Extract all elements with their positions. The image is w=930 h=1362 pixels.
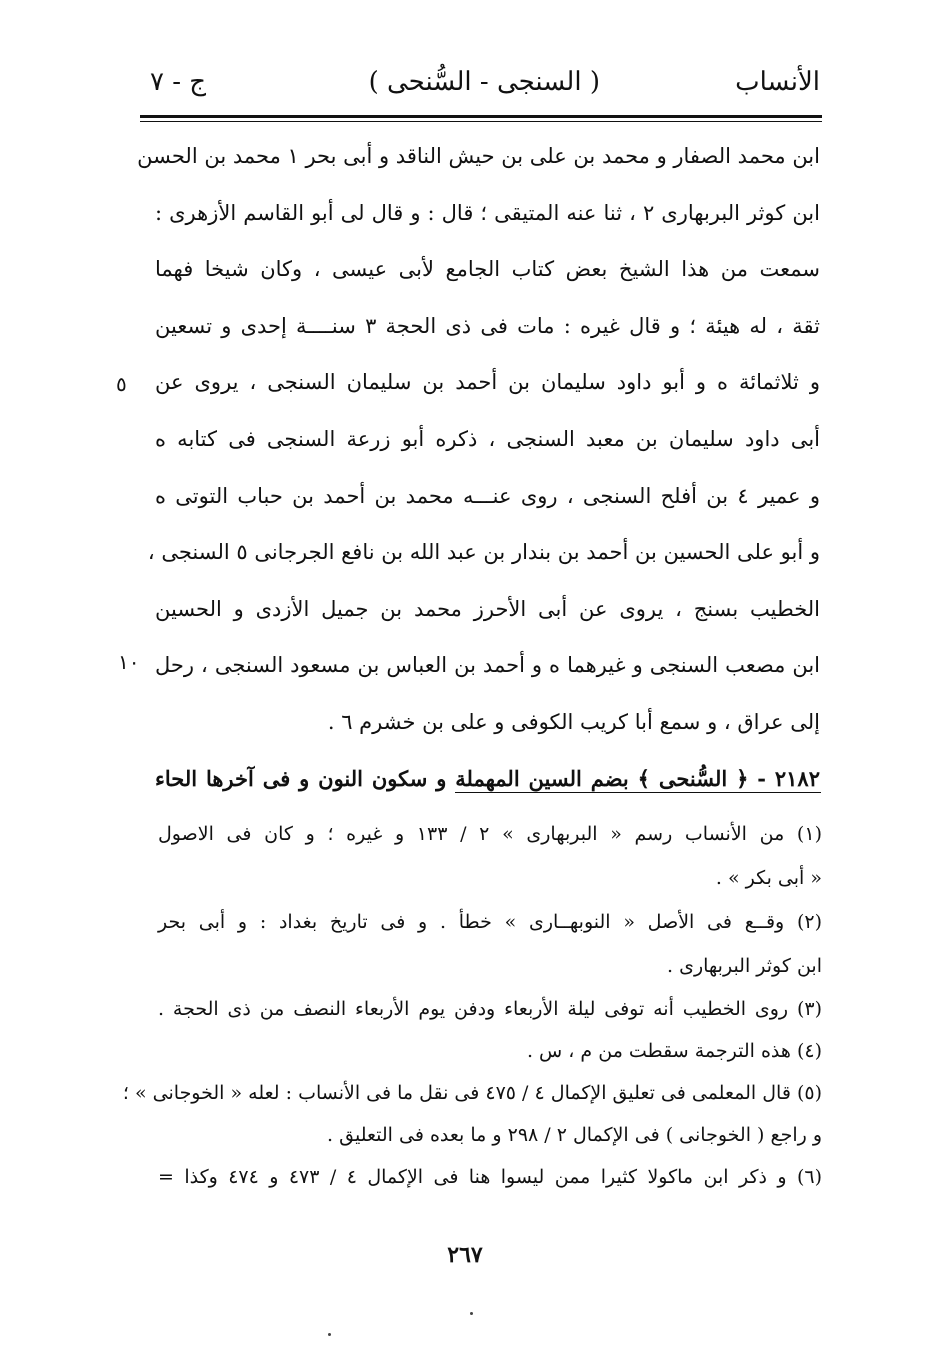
text-line: ثقة ، له هيئة ؛ و قال غيره : مات فى ذى الحجة ٣ سنــــة إحدى و تسعين — [155, 313, 820, 338]
running-header — [140, 62, 820, 106]
text-line: الخطيب بسنج ، يروى عن أبى الأحرز محمد بن جميل الأزدى و الحسين — [155, 596, 820, 621]
footnotes — [122, 812, 822, 1198]
line-number-10: ١٠ — [118, 650, 140, 674]
footnote-separator — [455, 792, 821, 793]
footnote-line: (٥) قال المعلمى فى تعليق الإكمال ٤ / ٤٧٥ فى نقل ما فى الأنساب : لعله « الخوجانى » ؛ — [122, 1082, 822, 1104]
text-line: ابن مصعب السنجى و غيرهما ه و أحمد بن العباس بن مسعود السنجى ، رحل — [155, 653, 820, 678]
text-line: سمعت من هذا الشيخ بعض كتاب الجامع لأبى عيسى ، وكان شيخا فهما — [155, 257, 820, 282]
entry-range-title: ( السنجى - السُّنحى ) — [368, 67, 600, 97]
footnote-line: ابن كوثر البربهارى . — [667, 955, 822, 977]
line-number-5: ٥ — [116, 372, 127, 396]
header-rule-thin — [140, 121, 822, 122]
footnote-line: (٦) و ذكر ابن ماكولا كثيرا ممن ليسوا هنا فى الإكمال ٤ / ٤٧٣ و ٤٧٤ وكذا = — [158, 1166, 822, 1188]
text-line: ابن كوثر البربهارى ٢ ، ثنا عنه المتيقى ؛ قال : و قال لى أبو القاسم الأزهرى : — [155, 200, 820, 225]
entry-heading-line: ٢١٨٢ - ﴿ السُّنحى ﴾ بضم السين المهملة و سكون النون و فى آخرها الحاء — [155, 765, 820, 791]
main-text — [137, 128, 821, 807]
book-title: الأنساب — [735, 67, 820, 97]
footnote-line: (٣) روى الخطيب أنه توفى ليلة الأربعاء ودفن يوم الأربعاء النصف من ذى الحجة . — [158, 998, 822, 1020]
scan-speck — [328, 1333, 331, 1336]
footnote-line: « أبى بكر » . — [715, 867, 822, 889]
text-line: إلى عراق ، و سمع أبا كريب الكوفى و على بن خشرم ٦ . — [327, 709, 820, 734]
footnote-line: (١) من الأنساب رسم « البربهارى » ٢ / ١٣٣ و غيره ؛ و كان فى الاصول — [158, 823, 822, 845]
text-line: أبى داود سليمان بن معبد السنجى ، ذكره أبو زرعة السنجى فى كتابه ه — [155, 426, 820, 451]
text-line: و ثلاثمائة ه و أبو داود سليمان بن أحمد بن سليمان السنجى ، يروى عن — [155, 370, 820, 395]
text-line: و عمير ٤ بن أفلح السنجى ، روى عنـــه محمد بن أحمد بن حباب التوتى ه — [155, 483, 821, 508]
footnote-line: (٢) وقــع فى الأصل « النوبهــارى » خطأ . و فى تاريخ بغداد : و أبى بحر — [158, 911, 822, 933]
page-number: ٢٦٧ — [447, 1242, 483, 1268]
volume-label: ج - ٧ — [150, 67, 207, 97]
footnote-line: و راجع ( الخوجانى ) فى الإكمال ٢ / ٢٩٨ و ما بعده فى التعليق . — [327, 1124, 822, 1146]
text-line: و أبو على الحسين بن أحمد بن بندار بن عبد الله بن نافع الجرجانى ٥ السنجى ، — [147, 540, 820, 565]
header-rule-thick — [140, 115, 822, 118]
text-line: ابن محمد الصفار و محمد بن على بن حيش الناقد و أبى بحر ١ محمد بن الحسن — [137, 144, 820, 168]
footnote-line: (٤) هذه الترجمة سقطت من م ، س . — [526, 1040, 822, 1062]
scan-speck — [470, 1312, 473, 1315]
